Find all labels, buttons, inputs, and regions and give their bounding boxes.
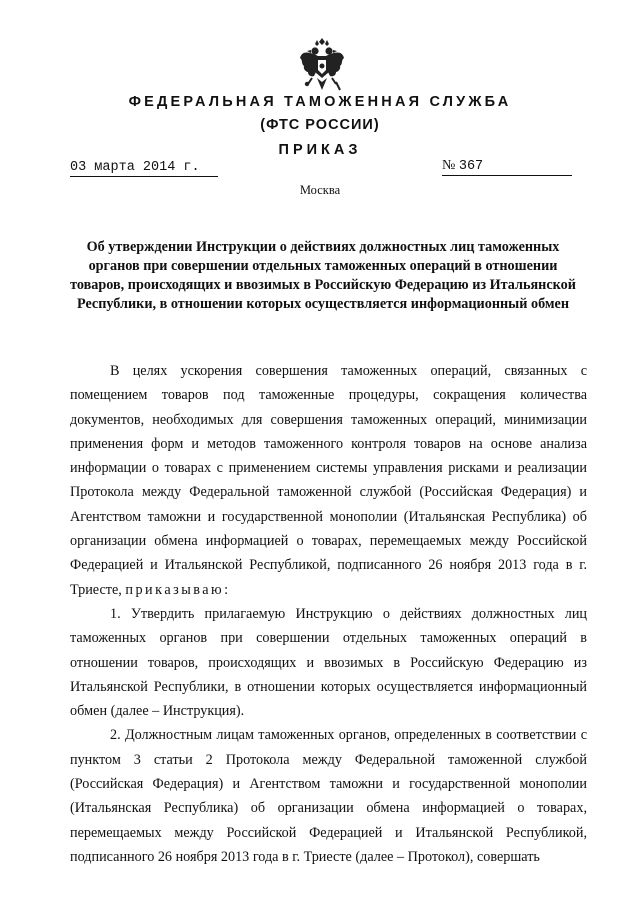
russian-eagle-emblem-icon — [298, 38, 346, 96]
number-value: 367 — [458, 159, 484, 174]
item-1-paragraph: 1. Утвердить прилагаемую Инструкцию о действиях должностных лиц таможенных органов при совершении отдельных таможенных операций в отношении товаров, происходящих и ввозимых в Российскую Федерацию из Итальянской Республики, в отношении которых осуществляется информационный обмен (далее – Инструкция). — [70, 605, 587, 720]
city: Москва — [299, 183, 341, 197]
number-prefix: № — [442, 158, 456, 173]
order-body — [70, 359, 587, 869]
item-2-paragraph: 2. Должностным лицам таможенных органов, определенных в соответствии с пунктом 3 статьи 2 Протокола между Федеральной таможенной службой (Российская Федерация) и Агентством таможни и государственной монополии (Итальянская Республика) об организации обмена информацией о товарах, перемещаемых между Российской Федерацией и Итальянской Республикой, подписанного 26 ноября 2013 года в г. Триесте (далее – Протокол), совершать — [70, 727, 587, 865]
document-type: ПРИКАЗ — [278, 142, 362, 158]
order-word: приказываю: — [125, 581, 231, 598]
order-date: 03 марта 2014 г. — [70, 160, 218, 177]
order-subject: Об утверждении Инструкции о действиях должностных лиц таможенных органов при совершении отдельных таможенных операций в отношении товаров, происходящих и ввозимых в Российскую Федерацию из Итальянской Республики, в отношении которых осуществляется информационный обмен — [70, 239, 576, 312]
order-number — [442, 158, 572, 176]
preamble-paragraph — [70, 359, 587, 602]
agency-name: ФЕДЕРАЛЬНАЯ ТАМОЖЕННАЯ СЛУЖБА — [128, 94, 512, 110]
preamble-text: В целях ускорения совершения таможенных операций, связанных с помещением товаров под таможенные процедуры, сокращения количества документов, необходимых для совершения таможенных операций, минимизации применения форм и методов таможенного контроля товаров на основе анализа информации о товарах с применением системы управления рисками и реализации Протокола между Федеральной таможенной службой (Российская Федерация) и Агентством таможни и государственной монополии (Итальянская Республика) об организации обмена информацией о товарах, перемещаемых между Российской Федерацией и Итальянской Республикой, подписанного 26 ноября 2013 года в г. Триесте, — [70, 363, 587, 598]
agency-abbreviation: (ФТС РОССИИ) — [260, 117, 380, 133]
